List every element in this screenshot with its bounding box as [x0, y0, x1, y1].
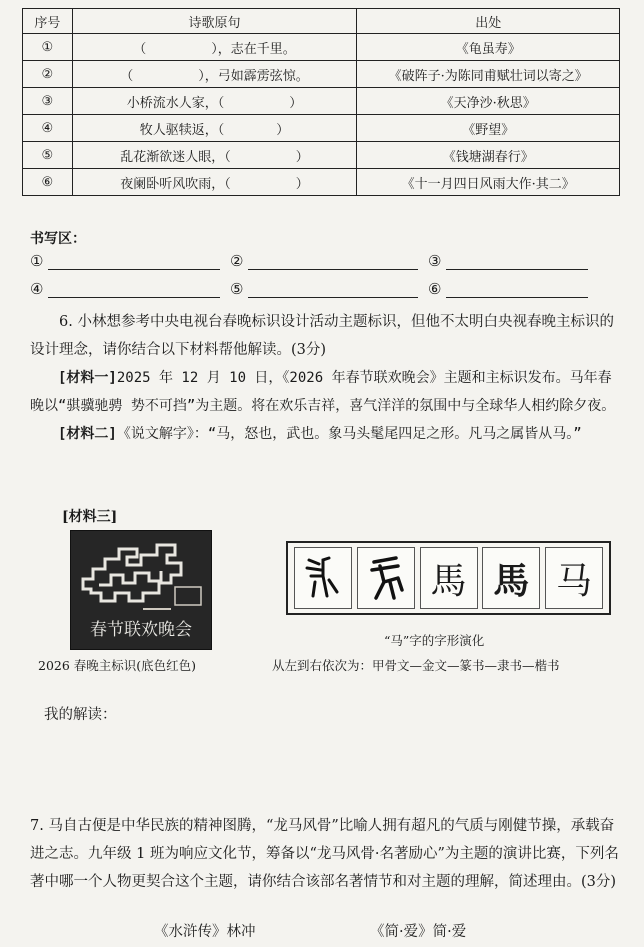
writing-row-1 [30, 252, 598, 270]
material-2-text: 《说文解字》：“马，怒也，武也。象马头髦尾四足之形。凡马之属皆从马。” [116, 426, 582, 442]
row-line: 牧人驱犊返，（ ） [72, 115, 357, 142]
slot-number: ② [230, 252, 244, 270]
material-1-text: 2025 年 12 月 10 日，《2026 年春节联欢晚会》主题和主标识发布。马年春晚以“骐骥驰骋 势不可挡”为主题。将在欢乐吉祥，喜气洋洋的氛围中与全球华人相约除夕夜。 [30, 370, 616, 414]
writing-row-2 [30, 280, 598, 298]
header-no: 序号 [23, 9, 73, 34]
option-2: 《简·爱》简·爱 [370, 924, 467, 940]
row-no: ① [23, 34, 73, 61]
answer-line[interactable] [446, 283, 588, 298]
table-row [23, 61, 620, 88]
answer-line[interactable] [48, 255, 220, 270]
header-source: 出处 [357, 9, 620, 34]
answer-slot-2[interactable] [230, 252, 418, 270]
slot-number: ⑤ [230, 280, 244, 298]
table-row [23, 34, 620, 61]
writing-area-title: 书写区： [30, 231, 86, 247]
regular-script-horse-char: 马 [545, 547, 603, 609]
row-no: ⑤ [23, 142, 73, 169]
row-line: （ ），弓如霹雳弦惊。 [72, 61, 357, 88]
answer-slot-5[interactable] [230, 280, 418, 298]
slot-number: ③ [428, 252, 442, 270]
question-6-stem: 6. 小林想参考中央电视台春晚标识设计活动主题标识，但他不太明白央视春晚主标识的设计理念，请你结合以下材料帮他解读。(3分) [30, 314, 614, 358]
character-evolution-strip [286, 541, 611, 615]
row-no: ② [23, 61, 73, 88]
header-line: 诗歌原句 [72, 9, 357, 34]
row-source: 《十一月四日风雨大作·其二》 [357, 169, 620, 196]
answer-line[interactable] [248, 283, 418, 298]
slot-number: ⑥ [428, 280, 442, 298]
question-6 [30, 308, 620, 448]
table-row [23, 88, 620, 115]
oracle-bone-horse-char [294, 547, 352, 609]
material-2-label: [材料二] [58, 426, 117, 442]
oracle-bone-horse-icon [299, 552, 347, 604]
material-3-label: [材料三] [62, 509, 118, 525]
table-row [23, 142, 620, 169]
row-line: 小桥流水人家，（ ） [72, 88, 357, 115]
material-1 [30, 364, 620, 420]
row-source: 《龟虽寿》 [357, 34, 620, 61]
row-no: ⑥ [23, 169, 73, 196]
material-1-label: [材料一] [58, 370, 117, 386]
slot-number: ④ [30, 280, 44, 298]
seal-script-horse-char: 馬 [420, 547, 478, 609]
option-1: 《水浒传》林冲 [154, 924, 256, 940]
row-no: ③ [23, 88, 73, 115]
row-line: 夜阑卧听风吹雨，（ ） [72, 169, 357, 196]
my-reading-label: 我的解读： [44, 707, 117, 723]
question-7 [30, 812, 620, 896]
row-source: 《钱塘湖春行》 [357, 142, 620, 169]
answer-slot-1[interactable] [30, 252, 220, 270]
answer-slot-3[interactable] [428, 252, 588, 270]
answer-line[interactable] [248, 255, 418, 270]
question-7-stem: 7. 马自古便是中华民族的精神图腾，“龙马风骨”比喻人拥有超凡的气质与刚健节操，承载奋进之志。九年级 1 班为响应文化节，筹备以“龙马风骨·名著励心”为主题的演讲比赛，下列名著中哪一个人物更契合这个主题，请你结合该部名著情节和对主题的理解，简述理由。(3分) [30, 818, 619, 890]
row-line: （ ），志在千里。 [72, 34, 357, 61]
table-header-row [23, 9, 620, 34]
logo-title: 春节联欢晚会 [90, 620, 192, 640]
evolution-order: 从左到右依次为：甲骨文—金文—篆书—隶书—楷书 [272, 658, 560, 673]
row-source: 《破阵子·为陈同甫赋壮词以寄之》 [357, 61, 620, 88]
table-row [23, 169, 620, 196]
horse-meander-logo-icon [71, 531, 211, 649]
row-source: 《野望》 [357, 115, 620, 142]
row-source: 《天净沙·秋思》 [357, 88, 620, 115]
bronze-horse-icon [362, 552, 410, 604]
spring-gala-logo-image [70, 530, 212, 650]
evolution-caption: “马”字的字形演化 [384, 633, 485, 648]
slot-number: ① [30, 252, 44, 270]
answer-line[interactable] [48, 283, 220, 298]
poem-table [22, 8, 620, 196]
row-no: ④ [23, 115, 73, 142]
clerical-script-horse-char: 馬 [482, 547, 540, 609]
answer-slot-4[interactable] [30, 280, 220, 298]
answer-slot-6[interactable] [428, 280, 588, 298]
table-row [23, 115, 620, 142]
bronze-horse-char [357, 547, 415, 609]
material-2 [30, 420, 620, 448]
row-line: 乱花渐欲迷人眼，（ ） [72, 142, 357, 169]
answer-line[interactable] [446, 255, 588, 270]
logo-caption: 2026 春晚主标识(底色红色) [38, 658, 197, 673]
